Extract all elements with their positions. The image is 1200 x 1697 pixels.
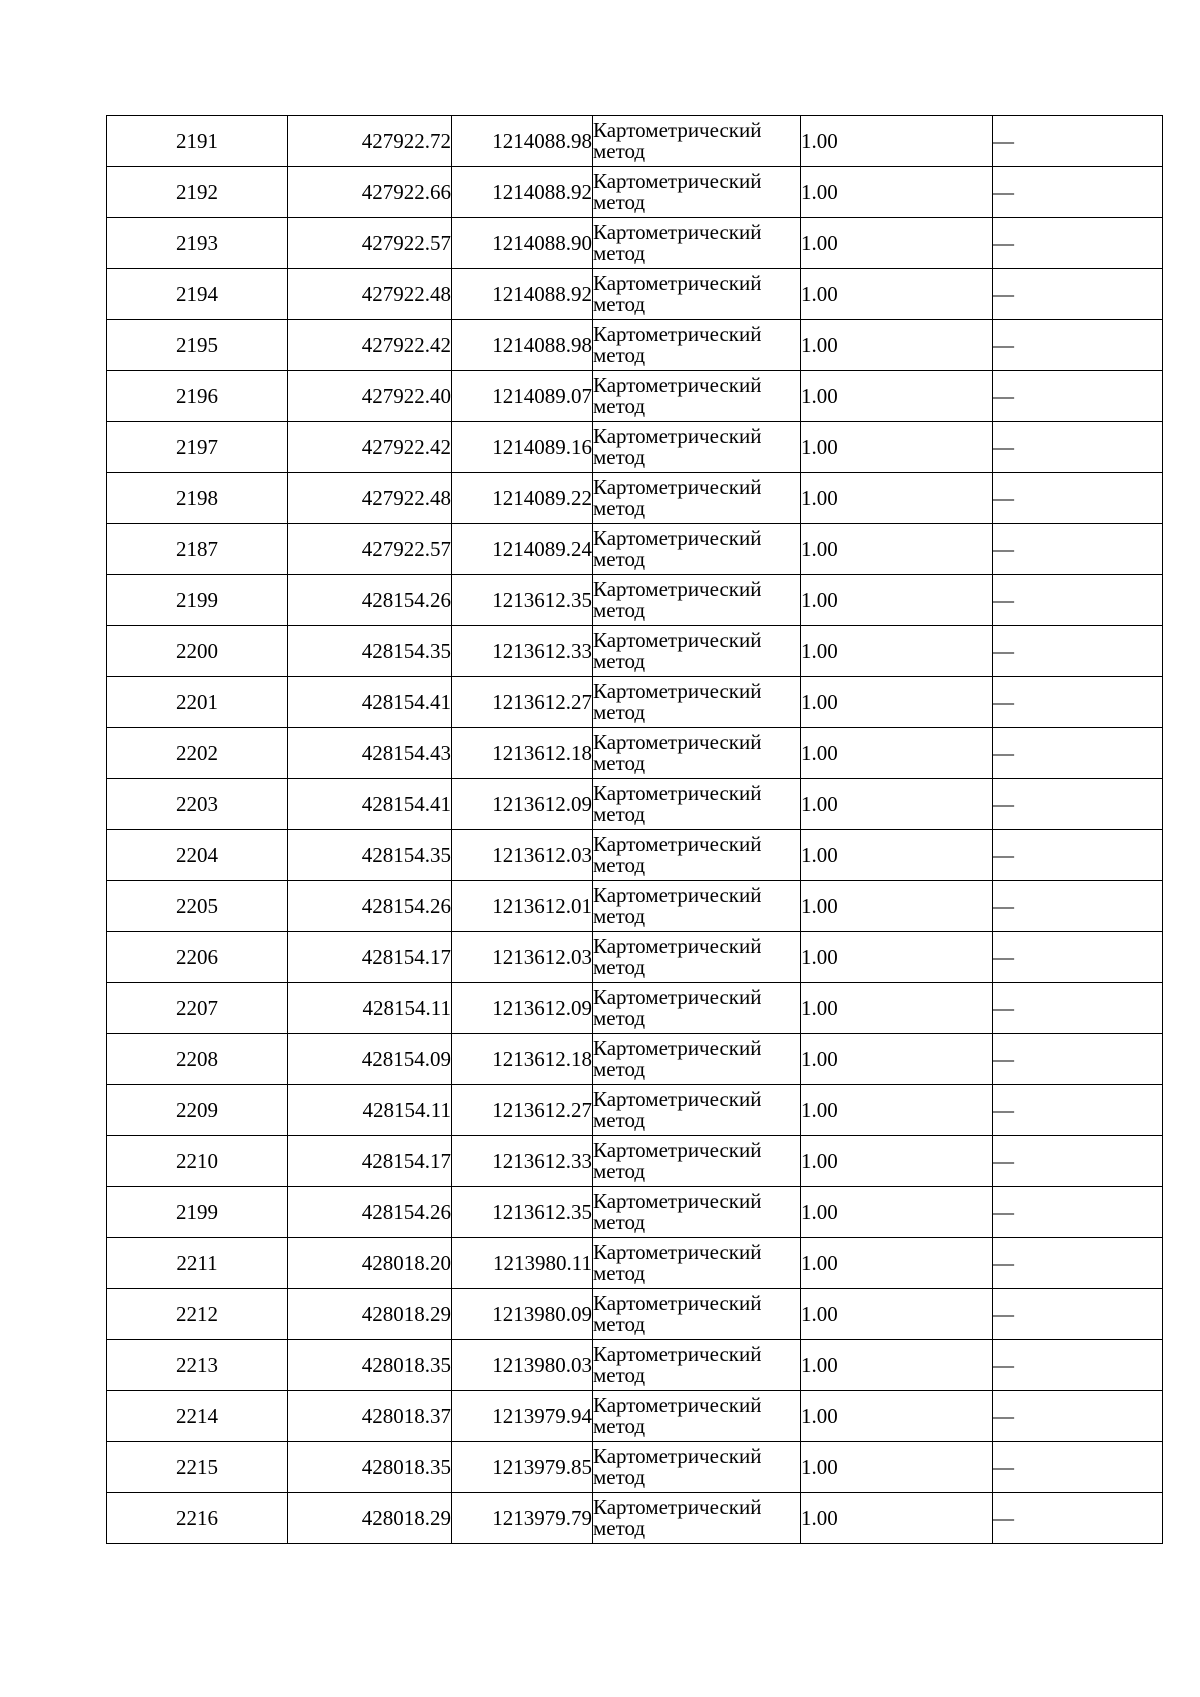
method-line-1: Картометрический [593,1444,762,1468]
table-row [107,218,1163,269]
method-line-2: метод [593,1465,646,1489]
x-coordinate-cell: 428018.37 [288,1391,452,1442]
x-coordinate-cell: 428018.20 [288,1238,452,1289]
x-coordinate-cell: 428154.26 [288,1187,452,1238]
point-number-cell: 2191 [107,116,288,167]
point-number-cell: 2212 [107,1289,288,1340]
method-line-2: метод [593,700,646,724]
table-row [107,320,1163,371]
note-cell: — [993,422,1163,473]
point-number-cell: 2210 [107,1136,288,1187]
method-line-2: метод [593,394,646,418]
point-number-cell: 2208 [107,1034,288,1085]
method-cell [593,1391,801,1442]
method-line-1: Картометрический [593,1036,762,1060]
accuracy-cell: 1.00 [801,320,993,371]
x-coordinate-cell: 428154.41 [288,677,452,728]
x-coordinate-cell: 427922.42 [288,422,452,473]
method-line-1: Картометрический [593,781,762,805]
accuracy-cell: 1.00 [801,473,993,524]
table-row [107,728,1163,779]
method-line-2: метод [593,598,646,622]
table-row [107,983,1163,1034]
point-number-cell: 2187 [107,524,288,575]
method-line-1: Картометрический [593,322,762,346]
method-line-1: Картометрический [593,1240,762,1264]
method-line-2: метод [593,1006,646,1030]
note-cell: — [993,524,1163,575]
method-cell [593,116,801,167]
y-coordinate-cell: 1214089.24 [452,524,593,575]
method-cell [593,167,801,218]
accuracy-cell: 1.00 [801,1340,993,1391]
x-coordinate-cell: 428018.35 [288,1340,452,1391]
method-cell [593,320,801,371]
point-number-cell: 2203 [107,779,288,830]
note-cell: — [993,626,1163,677]
note-cell: — [993,575,1163,626]
accuracy-cell: 1.00 [801,1391,993,1442]
y-coordinate-cell: 1213612.35 [452,575,593,626]
method-line-1: Картометрический [593,985,762,1009]
note-cell: — [993,881,1163,932]
table-row [107,1340,1163,1391]
y-coordinate-cell: 1213612.09 [452,983,593,1034]
method-cell [593,269,801,320]
accuracy-cell: 1.00 [801,1034,993,1085]
point-number-cell: 2196 [107,371,288,422]
note-cell: — [993,320,1163,371]
note-cell: — [993,1136,1163,1187]
y-coordinate-cell: 1213612.27 [452,1085,593,1136]
y-coordinate-cell: 1213980.11 [452,1238,593,1289]
table-row [107,677,1163,728]
method-cell [593,728,801,779]
method-line-2: метод [593,649,646,673]
method-line-2: метод [593,1414,646,1438]
method-cell [593,1238,801,1289]
method-cell [593,626,801,677]
method-cell [593,1034,801,1085]
method-cell [593,1187,801,1238]
method-cell [593,1085,801,1136]
table-row [107,1136,1163,1187]
y-coordinate-cell: 1213612.01 [452,881,593,932]
accuracy-cell: 1.00 [801,932,993,983]
note-cell: — [993,1238,1163,1289]
method-line-1: Картометрический [593,628,762,652]
method-line-1: Картометрический [593,1495,762,1519]
y-coordinate-cell: 1213980.09 [452,1289,593,1340]
method-line-2: метод [593,751,646,775]
note-cell: — [993,116,1163,167]
table-row [107,881,1163,932]
method-line-1: Картометрический [593,1342,762,1366]
method-line-1: Картометрический [593,373,762,397]
x-coordinate-cell: 428154.17 [288,1136,452,1187]
x-coordinate-cell: 428154.17 [288,932,452,983]
table-row [107,932,1163,983]
point-number-cell: 2204 [107,830,288,881]
method-line-1: Картометрический [593,883,762,907]
point-number-cell: 2198 [107,473,288,524]
method-line-2: метод [593,343,646,367]
y-coordinate-cell: 1213979.85 [452,1442,593,1493]
method-cell [593,422,801,473]
x-coordinate-cell: 428154.11 [288,983,452,1034]
note-cell: — [993,371,1163,422]
x-coordinate-cell: 428154.26 [288,881,452,932]
y-coordinate-cell: 1213612.09 [452,779,593,830]
y-coordinate-cell: 1213980.03 [452,1340,593,1391]
accuracy-cell: 1.00 [801,626,993,677]
accuracy-cell: 1.00 [801,524,993,575]
accuracy-cell: 1.00 [801,1238,993,1289]
method-line-2: метод [593,853,646,877]
table-row [107,1085,1163,1136]
note-cell: — [993,932,1163,983]
note-cell: — [993,1391,1163,1442]
x-coordinate-cell: 427922.66 [288,167,452,218]
table-row [107,371,1163,422]
method-line-2: метод [593,292,646,316]
table-row [107,269,1163,320]
method-cell [593,371,801,422]
y-coordinate-cell: 1214088.92 [452,167,593,218]
y-coordinate-cell: 1213612.33 [452,626,593,677]
accuracy-cell: 1.00 [801,371,993,422]
y-coordinate-cell: 1213612.18 [452,728,593,779]
note-cell: — [993,1340,1163,1391]
method-cell [593,1340,801,1391]
x-coordinate-cell: 428018.35 [288,1442,452,1493]
x-coordinate-cell: 428154.43 [288,728,452,779]
y-coordinate-cell: 1214088.92 [452,269,593,320]
method-line-1: Картометрический [593,832,762,856]
method-line-2: метод [593,955,646,979]
point-number-cell: 2201 [107,677,288,728]
method-line-1: Картометрический [593,1189,762,1213]
note-cell: — [993,473,1163,524]
method-line-1: Картометрический [593,1087,762,1111]
accuracy-cell: 1.00 [801,167,993,218]
coordinates-table-body [107,116,1163,1544]
point-number-cell: 2216 [107,1493,288,1544]
y-coordinate-cell: 1213612.35 [452,1187,593,1238]
y-coordinate-cell: 1214089.07 [452,371,593,422]
note-cell: — [993,1085,1163,1136]
y-coordinate-cell: 1213612.03 [452,932,593,983]
method-line-1: Картометрический [593,118,762,142]
method-cell [593,524,801,575]
method-cell [593,881,801,932]
y-coordinate-cell: 1214088.98 [452,320,593,371]
method-cell [593,1289,801,1340]
table-row [107,779,1163,830]
table-row [107,167,1163,218]
method-line-2: метод [593,1516,646,1540]
point-number-cell: 2207 [107,983,288,1034]
y-coordinate-cell: 1213979.94 [452,1391,593,1442]
y-coordinate-cell: 1213612.27 [452,677,593,728]
point-number-cell: 2192 [107,167,288,218]
table-row [107,1289,1163,1340]
accuracy-cell: 1.00 [801,1136,993,1187]
method-line-1: Картометрический [593,220,762,244]
table-row [107,575,1163,626]
x-coordinate-cell: 427922.42 [288,320,452,371]
note-cell: — [993,677,1163,728]
accuracy-cell: 1.00 [801,422,993,473]
accuracy-cell: 1.00 [801,218,993,269]
table-row [107,1034,1163,1085]
x-coordinate-cell: 428154.11 [288,1085,452,1136]
accuracy-cell: 1.00 [801,677,993,728]
y-coordinate-cell: 1214088.98 [452,116,593,167]
y-coordinate-cell: 1214089.22 [452,473,593,524]
note-cell: — [993,1442,1163,1493]
table-row [107,524,1163,575]
accuracy-cell: 1.00 [801,881,993,932]
point-number-cell: 2213 [107,1340,288,1391]
table-row [107,1493,1163,1544]
method-line-2: метод [593,1159,646,1183]
point-number-cell: 2202 [107,728,288,779]
note-cell: — [993,830,1163,881]
note-cell: — [993,983,1163,1034]
accuracy-cell: 1.00 [801,1187,993,1238]
method-line-2: метод [593,241,646,265]
method-line-1: Картометрический [593,424,762,448]
table-row [107,830,1163,881]
table-row [107,116,1163,167]
accuracy-cell: 1.00 [801,1493,993,1544]
coordinates-table [106,115,1163,1544]
method-cell [593,218,801,269]
note-cell: — [993,1493,1163,1544]
method-cell [593,1442,801,1493]
method-line-2: метод [593,547,646,571]
method-line-1: Картометрический [593,730,762,754]
table-row [107,1391,1163,1442]
x-coordinate-cell: 427922.57 [288,524,452,575]
note-cell: — [993,1187,1163,1238]
point-number-cell: 2195 [107,320,288,371]
y-coordinate-cell: 1213612.03 [452,830,593,881]
method-line-1: Картометрический [593,1138,762,1162]
table-row [107,473,1163,524]
note-cell: — [993,779,1163,830]
accuracy-cell: 1.00 [801,1289,993,1340]
method-cell [593,575,801,626]
accuracy-cell: 1.00 [801,779,993,830]
method-line-2: метод [593,904,646,928]
method-line-1: Картометрический [593,577,762,601]
accuracy-cell: 1.00 [801,728,993,779]
point-number-cell: 2215 [107,1442,288,1493]
table-row [107,1442,1163,1493]
x-coordinate-cell: 427922.57 [288,218,452,269]
note-cell: — [993,1034,1163,1085]
method-cell [593,1493,801,1544]
point-number-cell: 2214 [107,1391,288,1442]
method-cell [593,1136,801,1187]
point-number-cell: 2199 [107,575,288,626]
table-row [107,626,1163,677]
point-number-cell: 2205 [107,881,288,932]
accuracy-cell: 1.00 [801,1442,993,1493]
accuracy-cell: 1.00 [801,983,993,1034]
table-row [107,422,1163,473]
table-row [107,1238,1163,1289]
note-cell: — [993,728,1163,779]
x-coordinate-cell: 427922.40 [288,371,452,422]
x-coordinate-cell: 428154.35 [288,830,452,881]
method-line-1: Картометрический [593,679,762,703]
method-line-2: метод [593,1363,646,1387]
note-cell: — [993,1289,1163,1340]
accuracy-cell: 1.00 [801,830,993,881]
method-cell [593,779,801,830]
note-cell: — [993,218,1163,269]
y-coordinate-cell: 1214089.16 [452,422,593,473]
point-number-cell: 2200 [107,626,288,677]
method-line-2: метод [593,139,646,163]
x-coordinate-cell: 428018.29 [288,1493,452,1544]
note-cell: — [993,269,1163,320]
y-coordinate-cell: 1213612.33 [452,1136,593,1187]
method-line-2: метод [593,1312,646,1336]
accuracy-cell: 1.00 [801,269,993,320]
method-line-1: Картометрический [593,1291,762,1315]
point-number-cell: 2211 [107,1238,288,1289]
x-coordinate-cell: 428154.26 [288,575,452,626]
method-line-1: Картометрический [593,271,762,295]
x-coordinate-cell: 428154.35 [288,626,452,677]
method-line-2: метод [593,190,646,214]
point-number-cell: 2209 [107,1085,288,1136]
note-cell: — [993,167,1163,218]
point-number-cell: 2194 [107,269,288,320]
table-row [107,1187,1163,1238]
x-coordinate-cell: 427922.48 [288,473,452,524]
method-line-2: метод [593,1108,646,1132]
method-line-1: Картометрический [593,475,762,499]
accuracy-cell: 1.00 [801,575,993,626]
x-coordinate-cell: 428154.41 [288,779,452,830]
y-coordinate-cell: 1213979.79 [452,1493,593,1544]
point-number-cell: 2193 [107,218,288,269]
y-coordinate-cell: 1213612.18 [452,1034,593,1085]
method-line-1: Картометрический [593,934,762,958]
method-cell [593,677,801,728]
accuracy-cell: 1.00 [801,1085,993,1136]
method-line-1: Картометрический [593,1393,762,1417]
method-line-2: метод [593,1261,646,1285]
y-coordinate-cell: 1214088.90 [452,218,593,269]
method-line-1: Картометрический [593,169,762,193]
method-line-2: метод [593,445,646,469]
x-coordinate-cell: 427922.48 [288,269,452,320]
method-cell [593,932,801,983]
method-line-1: Картометрический [593,526,762,550]
method-line-2: метод [593,496,646,520]
x-coordinate-cell: 428018.29 [288,1289,452,1340]
x-coordinate-cell: 428154.09 [288,1034,452,1085]
point-number-cell: 2199 [107,1187,288,1238]
method-cell [593,473,801,524]
x-coordinate-cell: 427922.72 [288,116,452,167]
method-line-2: метод [593,1210,646,1234]
method-cell [593,830,801,881]
accuracy-cell: 1.00 [801,116,993,167]
point-number-cell: 2197 [107,422,288,473]
point-number-cell: 2206 [107,932,288,983]
method-line-2: метод [593,1057,646,1081]
method-cell [593,983,801,1034]
method-line-2: метод [593,802,646,826]
